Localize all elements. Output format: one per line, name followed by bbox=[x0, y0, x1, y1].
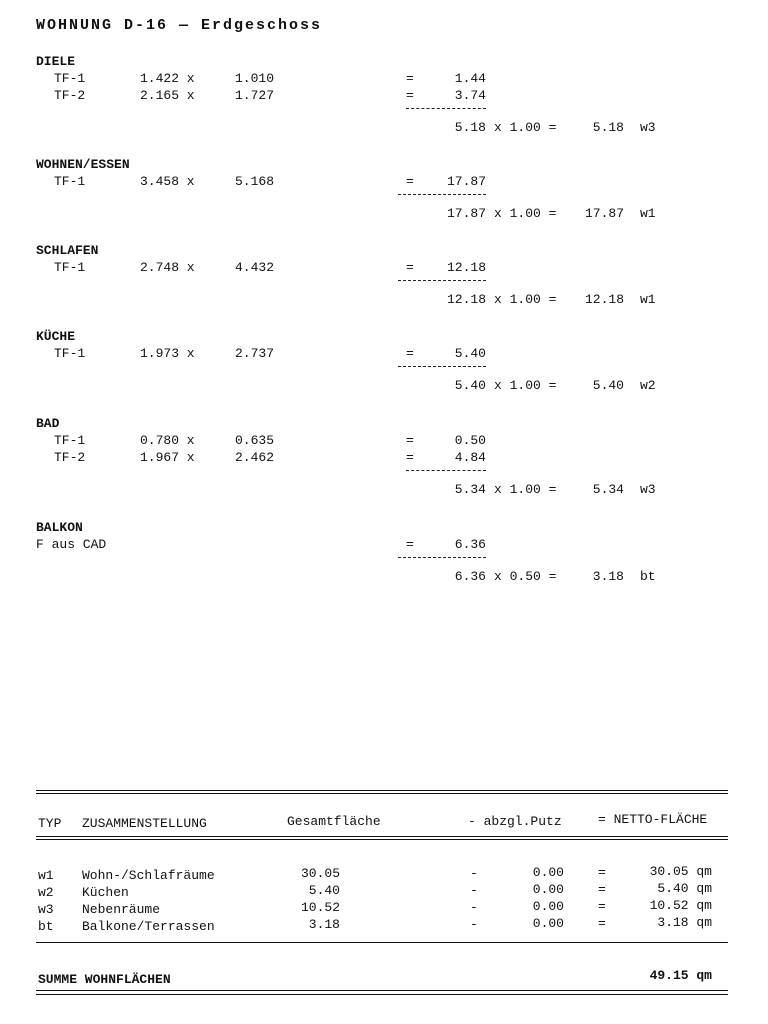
row-putz: 0.00 bbox=[532, 899, 564, 914]
sum-divider bbox=[398, 366, 486, 367]
row-putz: 0.00 bbox=[532, 882, 564, 897]
line-result: 4.84 bbox=[454, 450, 486, 465]
line-label: TF-1 bbox=[54, 174, 86, 189]
row-name: Nebenräume bbox=[82, 902, 161, 917]
line-result: 0.50 bbox=[454, 433, 486, 448]
room-name-diele: DIELE bbox=[36, 54, 76, 69]
rows-bottom-rule bbox=[36, 942, 728, 943]
equals-sign: = bbox=[406, 433, 414, 448]
line-dim-a: 0.780 x bbox=[140, 433, 195, 448]
line-dim-b: 2.737 bbox=[235, 346, 275, 361]
header-zusammenstellung: ZUSAMMENSTELLUNG bbox=[82, 816, 207, 831]
room-net: 5.34 bbox=[592, 482, 624, 497]
row-gesamt: 5.40 bbox=[308, 883, 340, 898]
line-result: 17.87 bbox=[446, 174, 486, 189]
equals-sign: = bbox=[406, 537, 414, 552]
row-gesamt: 10.52 bbox=[300, 900, 340, 915]
row-equals: = bbox=[598, 916, 606, 931]
room-net: 17.87 bbox=[584, 206, 624, 221]
header-netto-flaeche: = NETTO-FLÄCHE bbox=[598, 812, 708, 827]
room-type: w3 bbox=[640, 120, 656, 135]
total-rule-2 bbox=[36, 994, 728, 995]
line-dim-a: 2.165 x bbox=[140, 88, 195, 103]
equals-sign: = bbox=[406, 450, 414, 465]
header-gesamtflaeche: Gesamtfläche bbox=[287, 814, 381, 829]
row-equals: = bbox=[598, 882, 606, 897]
sum-divider bbox=[398, 194, 486, 195]
line-dim-a: 3.458 x bbox=[140, 174, 195, 189]
row-typ: w1 bbox=[38, 868, 54, 883]
line-dim-a: 1.422 x bbox=[140, 71, 195, 86]
room-name-kueche: KÜCHE bbox=[36, 329, 76, 344]
room-type: w2 bbox=[640, 378, 656, 393]
row-name: Küchen bbox=[82, 885, 129, 900]
equals-sign: = bbox=[406, 88, 414, 103]
room-name-balkon: BALKON bbox=[36, 520, 83, 535]
line-result: 3.74 bbox=[454, 88, 486, 103]
equals-sign: = bbox=[406, 71, 414, 86]
equals-sign: = bbox=[406, 346, 414, 361]
row-netto: 10.52 qm bbox=[649, 898, 712, 913]
header-abzgl-putz: - abzgl.Putz bbox=[468, 814, 562, 829]
line-result: 12.18 bbox=[446, 260, 486, 275]
header-rule bbox=[36, 836, 728, 837]
room-name-bad: BAD bbox=[36, 416, 60, 431]
room-type: w3 bbox=[640, 482, 656, 497]
row-typ: bt bbox=[38, 919, 54, 934]
room-type: w1 bbox=[640, 292, 656, 307]
line-result: 5.40 bbox=[454, 346, 486, 361]
line-dim-b: 0.635 bbox=[235, 433, 275, 448]
equals-sign: = bbox=[406, 260, 414, 275]
header-typ: TYP bbox=[38, 816, 62, 831]
summary-top-rule-2 bbox=[36, 793, 728, 794]
line-label: TF-1 bbox=[54, 433, 86, 448]
room-sum: 5.34 bbox=[454, 482, 486, 497]
room-factor: x 0.50 = bbox=[494, 569, 557, 584]
line-label: F aus CAD bbox=[36, 537, 107, 552]
room-name-schlafen: SCHLAFEN bbox=[36, 243, 99, 258]
row-minus: - bbox=[470, 866, 478, 881]
line-dim-a: 1.973 x bbox=[140, 346, 195, 361]
row-putz: 0.00 bbox=[532, 916, 564, 931]
room-net: 5.40 bbox=[592, 378, 624, 393]
room-type: w1 bbox=[640, 206, 656, 221]
total-rule bbox=[36, 990, 728, 991]
equals-sign: = bbox=[406, 174, 414, 189]
room-sum: 5.40 bbox=[454, 378, 486, 393]
header-rule-2 bbox=[36, 839, 728, 840]
row-gesamt: 3.18 bbox=[308, 917, 340, 932]
row-netto: 30.05 qm bbox=[649, 864, 712, 879]
total-value: 49.15 qm bbox=[649, 968, 712, 983]
room-net: 12.18 bbox=[584, 292, 624, 307]
row-equals: = bbox=[598, 865, 606, 880]
line-dim-b: 1.727 bbox=[235, 88, 275, 103]
room-type: bt bbox=[640, 569, 656, 584]
line-result: 6.36 bbox=[454, 537, 486, 552]
row-netto: 3.18 qm bbox=[657, 915, 712, 930]
room-factor: x 1.00 = bbox=[494, 292, 557, 307]
line-label: TF-1 bbox=[54, 260, 86, 275]
total-label: SUMME WOHNFLÄCHEN bbox=[38, 972, 171, 987]
row-typ: w3 bbox=[38, 902, 54, 917]
row-typ: w2 bbox=[38, 885, 54, 900]
row-name: Balkone/Terrassen bbox=[82, 919, 215, 934]
line-dim-b: 1.010 bbox=[235, 71, 275, 86]
line-label: TF-1 bbox=[54, 71, 86, 86]
row-equals: = bbox=[598, 899, 606, 914]
room-sum: 12.18 bbox=[446, 292, 486, 307]
sum-divider bbox=[398, 280, 486, 281]
row-gesamt: 30.05 bbox=[300, 866, 340, 881]
room-factor: x 1.00 = bbox=[494, 206, 557, 221]
room-name-wohnen-essen: WOHNEN/ESSEN bbox=[36, 157, 130, 172]
sum-divider bbox=[406, 108, 486, 109]
row-name: Wohn-/Schlafräume bbox=[82, 868, 215, 883]
row-putz: 0.00 bbox=[532, 865, 564, 880]
room-factor: x 1.00 = bbox=[494, 120, 557, 135]
line-label: TF-1 bbox=[54, 346, 86, 361]
row-minus: - bbox=[470, 900, 478, 915]
room-sum: 17.87 bbox=[446, 206, 486, 221]
line-dim-a: 1.967 x bbox=[140, 450, 195, 465]
sum-divider bbox=[398, 557, 486, 558]
row-minus: - bbox=[470, 883, 478, 898]
line-dim-a: 2.748 x bbox=[140, 260, 195, 275]
line-dim-b: 2.462 bbox=[235, 450, 275, 465]
line-label: TF-2 bbox=[54, 450, 86, 465]
page-title: WOHNUNG D-16 — Erdgeschoss bbox=[36, 17, 323, 34]
room-sum: 6.36 bbox=[454, 569, 486, 584]
sum-divider bbox=[406, 470, 486, 471]
room-factor: x 1.00 = bbox=[494, 482, 557, 497]
line-label: TF-2 bbox=[54, 88, 86, 103]
room-factor: x 1.00 = bbox=[494, 378, 557, 393]
room-net: 5.18 bbox=[592, 120, 624, 135]
room-net: 3.18 bbox=[592, 569, 624, 584]
line-result: 1.44 bbox=[454, 71, 486, 86]
summary-top-rule bbox=[36, 790, 728, 791]
row-minus: - bbox=[470, 917, 478, 932]
line-dim-b: 5.168 bbox=[235, 174, 275, 189]
line-dim-b: 4.432 bbox=[235, 260, 275, 275]
room-sum: 5.18 bbox=[454, 120, 486, 135]
row-netto: 5.40 qm bbox=[657, 881, 712, 896]
